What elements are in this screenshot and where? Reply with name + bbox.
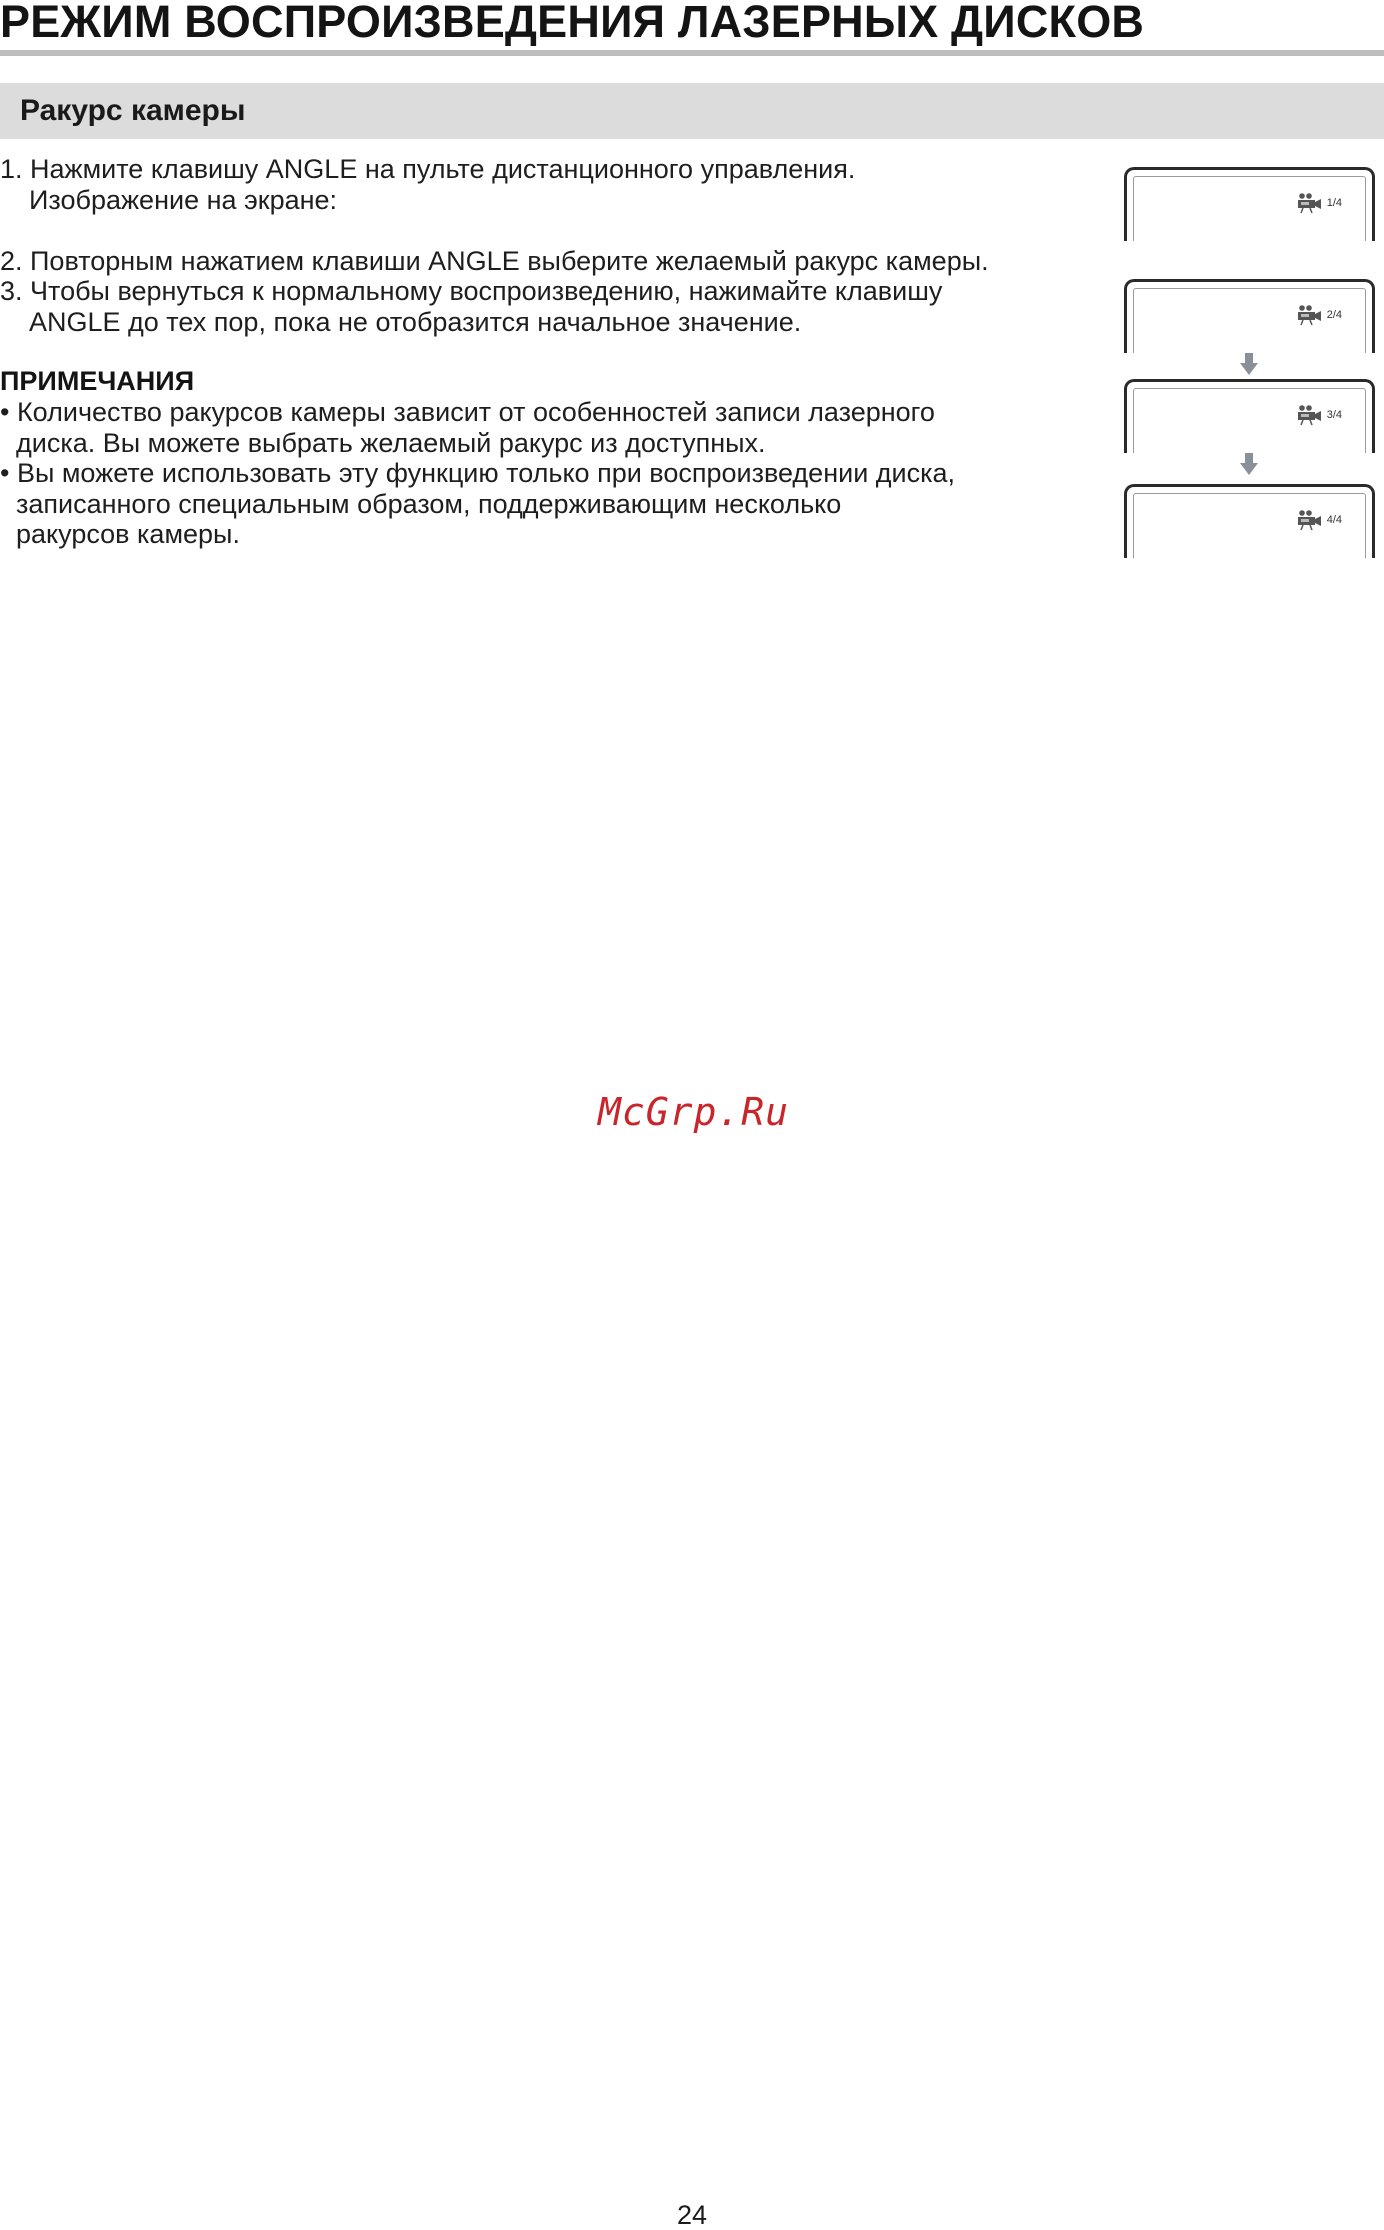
arrow-down-icon [1240, 353, 1258, 375]
angle-value: 1/4 [1326, 197, 1342, 209]
camera-angle-icon [1295, 404, 1323, 426]
notes-heading: ПРИМЕЧАНИЯ [0, 366, 195, 396]
section-header-bar [0, 83, 1384, 139]
tv-screen-angle-3 [1124, 379, 1375, 453]
angle-osd [1295, 192, 1342, 214]
angle-osd [1295, 304, 1342, 326]
angle-value: 2/4 [1326, 309, 1342, 321]
step-1-line-1: 1. Нажмите клавишу ANGLE на пульте дистанционного управления. [0, 154, 856, 184]
note-2-line-2: записанного специальным образом, поддерживающим несколько [16, 488, 842, 519]
angle-value: 3/4 [1326, 409, 1342, 421]
tv-screen-angle-4 [1124, 484, 1375, 558]
page-title: РЕЖИМ ВОСПРОИЗВЕДЕНИЯ ЛАЗЕРНЫХ ДИСКОВ [0, 0, 1145, 47]
steps-list [0, 154, 989, 337]
note-1-line-2: диска. Вы можете выбрать желаемый ракурс из доступных. [16, 427, 766, 458]
notes-list [0, 397, 955, 550]
tv-screen-angle-1 [1124, 167, 1375, 241]
angle-osd [1295, 509, 1342, 531]
blank-line [0, 215, 989, 246]
step-3-line-2: ANGLE до тех пор, пока не отобразится начальное значение. [29, 306, 802, 337]
camera-angle-icon [1295, 192, 1323, 214]
camera-angle-icon [1295, 304, 1323, 326]
note-2-line-1: • Вы можете использовать эту функцию только при воспроизведении диска, [0, 458, 956, 488]
step-1-line-2: Изображение на экране: [29, 184, 338, 215]
camera-angle-icon [1295, 509, 1323, 531]
step-2-line-1: 2. Повторным нажатием клавиши ANGLE выберите желаемый ракурс камеры. [0, 245, 989, 276]
title-divider [0, 50, 1384, 56]
section-title: Ракурс камеры [20, 94, 246, 127]
note-2-line-3: ракурсов камеры. [16, 519, 240, 549]
angle-osd [1295, 404, 1342, 426]
angle-value: 4/4 [1326, 514, 1342, 526]
tv-screen-angle-2 [1124, 279, 1375, 353]
watermark: McGrp.Ru [598, 1090, 790, 1134]
page-number: 24 [676, 2200, 708, 2230]
arrow-down-icon [1240, 453, 1258, 475]
note-1-line-1: • Количество ракурсов камеры зависит от особенностей записи лазерного [0, 397, 935, 427]
step-3-line-1: 3. Чтобы вернуться к нормальному воспроизведению, нажимайте клавишу [0, 276, 943, 306]
